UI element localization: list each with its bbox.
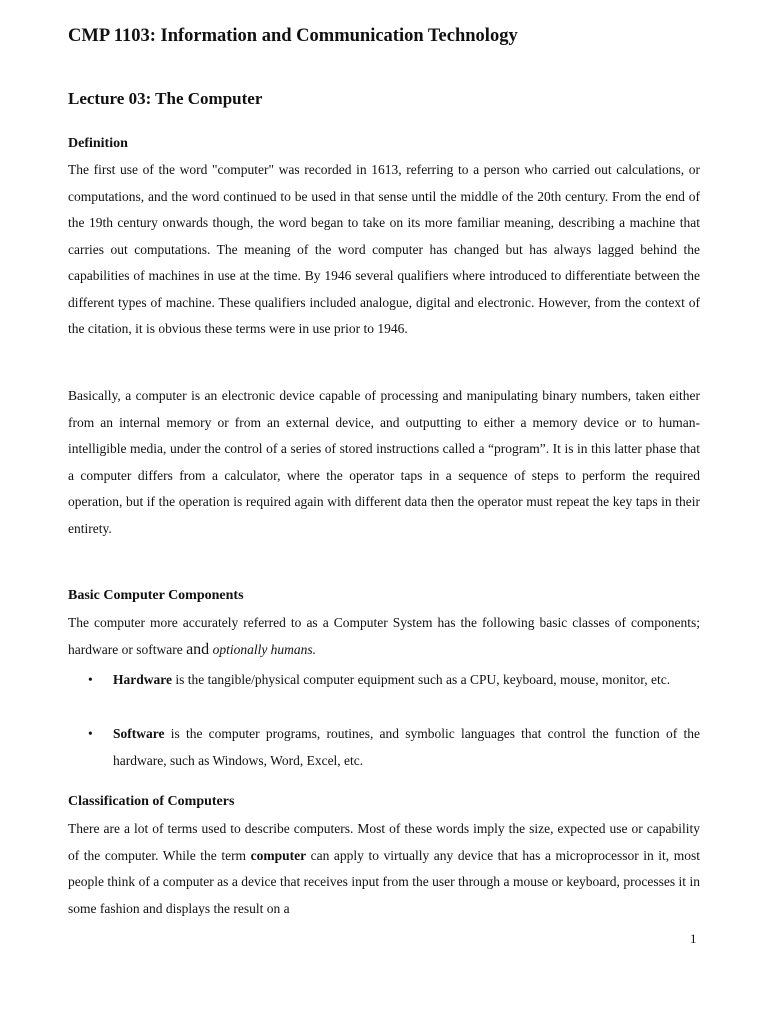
bullet-text: [113, 667, 700, 694]
bullet-icon: •: [88, 672, 93, 687]
components-intro: [68, 610, 700, 663]
classification-heading: Classification of Computers: [68, 794, 235, 809]
components-intro-italic: optionally humans.: [212, 641, 317, 657]
bullet-icon: •: [88, 726, 93, 741]
components-intro-text: The computer more accurately referred to as a Computer System has the following basic classes of components; hardware or software: [68, 615, 700, 657]
classification-text-start: There are a lot of terms used to describe computers. Most of these words imply the size, expected use or capability of the computer. While the term: [68, 821, 700, 863]
bullet-description: is the tangible/physical computer equipment such as a CPU, keyboard, mouse, monitor, etc.: [172, 672, 671, 687]
list-item-hardware: [88, 667, 700, 694]
definition-heading: Definition: [68, 136, 128, 151]
classification-paragraph: [68, 816, 700, 922]
bullet-description: is the computer programs, routines, and symbolic languages that control the function of the hardware, such as Windows, Word, Excel, etc.: [113, 726, 700, 768]
definition-paragraph-1: The first use of the word "computer" was recorded in 1613, referring to a person who carried out calculations, or computations, and the word continued to be used in that sense until the middle of the 20th century. From the end of the 19th century onwards though, the word began to take on its more familiar meaning, describing a machine that carries out computations. The meaning of the word computer has changed but has always lagged behind the capabilities of machines in use at the time. By 1946 several qualifiers where introduced to differentiate between the different types of machine. These qualifiers included analogue, digital and electronic. However, from the context of the citation, it is obvious these terms were in use prior to 1946.: [68, 162, 700, 336]
definition-paragraph-2: Basically, a computer is an electronic device capable of processing and manipulating binary numbers, taken either from an internal memory or from an external device, and outputting to either a memory device or to human-intelligible media, under the control of a series of stored instructions called a “program”. It is in this latter phase that a computer differs from a calculator, where the operator taps in a sequence of steps to perform the required operation, but if the operation is required again with different data then the operator must repeat the key taps in their entirety.: [68, 388, 700, 536]
bullet-text: [113, 721, 700, 774]
classification-bold-term: computer: [250, 847, 307, 863]
list-item-software: [88, 721, 700, 774]
bullet-term: Hardware: [113, 672, 172, 687]
bullet-term: Software: [113, 726, 165, 741]
lecture-title: Lecture 03: The Computer: [68, 89, 263, 108]
components-heading: Basic Computer Components: [68, 588, 244, 603]
course-title: CMP 1103: Information and Communication Technology: [68, 26, 518, 46]
page-number: 1: [690, 931, 697, 946]
classification-text-end: can apply to virtually any device that has a microprocessor in it, most people think of a computer as a device that receives input from the user through a mouse or keyboard, processes it in some fashion and displays the result on a: [68, 847, 700, 916]
components-intro-and: and: [186, 640, 210, 658]
